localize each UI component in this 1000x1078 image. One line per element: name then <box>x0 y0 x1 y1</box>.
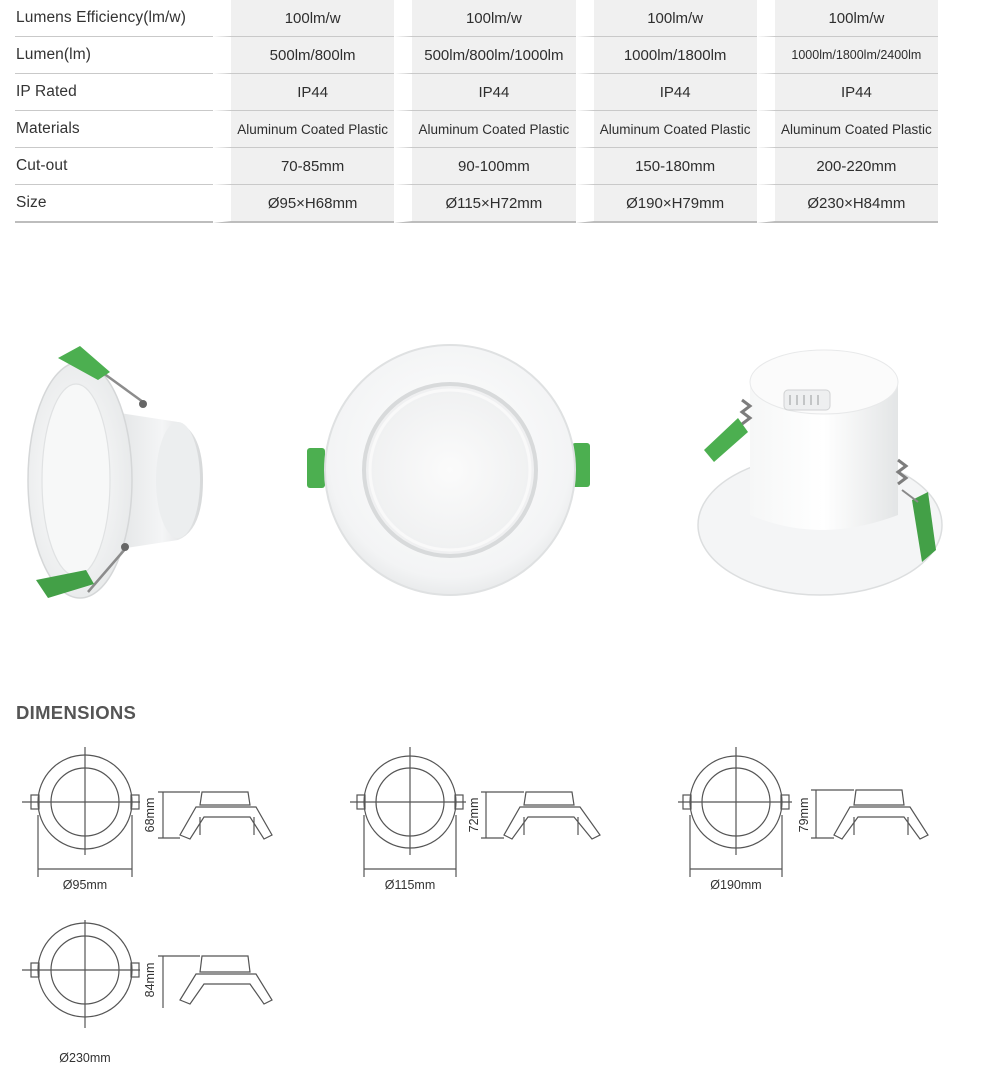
spec-cell: 100lm/w <box>394 0 575 37</box>
spec-cell: 1000lm/1800lm/2400lm <box>757 37 938 74</box>
row-label: Lumens Efficiency(lm/w) <box>15 0 213 37</box>
spec-cell: Aluminum Coated Plastic <box>576 111 757 148</box>
row-label: Materials <box>15 111 213 148</box>
downlight-side-view-image <box>18 340 218 605</box>
height-label: 68mm <box>143 797 157 833</box>
spec-cell: 500lm/800lm <box>213 37 394 74</box>
spec-cell: Ø190×H79mm <box>576 185 757 223</box>
diameter-label: Ø230mm <box>59 1051 111 1065</box>
spec-cell: 100lm/w <box>213 0 394 37</box>
height-label: 72mm <box>467 797 481 833</box>
spec-cell: 90-100mm <box>394 148 575 185</box>
downlight-back-view-image <box>690 340 945 605</box>
spec-row-lumen <box>15 37 938 74</box>
height-label: 79mm <box>797 797 811 833</box>
spec-cell: 70-85mm <box>213 148 394 185</box>
spec-cell: IP44 <box>394 74 575 111</box>
spec-row-lumens-efficiency <box>15 0 938 37</box>
spec-cell: Ø115×H72mm <box>394 185 575 223</box>
diameter-label: Ø115mm <box>384 878 436 892</box>
spec-cell: IP44 <box>576 74 757 111</box>
spec-cell: 1000lm/1800lm <box>576 37 757 74</box>
dimensions-heading: DIMENSIONS <box>16 702 137 723</box>
spec-cell: Ø230×H84mm <box>757 185 938 223</box>
dimension-drawing-3 <box>676 745 956 905</box>
spec-row-materials <box>15 111 938 148</box>
spec-cell: Aluminum Coated Plastic <box>757 111 938 148</box>
dimension-drawing-4 <box>20 918 300 1078</box>
spec-row-size <box>15 185 938 223</box>
spec-cell: IP44 <box>757 74 938 111</box>
spec-cell: 150-180mm <box>576 148 757 185</box>
downlight-front-view-image <box>300 335 600 605</box>
row-label: Lumen(lm) <box>15 37 213 74</box>
height-label: 84mm <box>143 962 157 998</box>
spec-cell: Aluminum Coated Plastic <box>394 111 575 148</box>
spec-cell: 500lm/800lm/1000lm <box>394 37 575 74</box>
dimension-drawing-2 <box>348 745 628 905</box>
spec-cell: 100lm/w <box>757 0 938 37</box>
spec-table <box>15 0 938 223</box>
spec-cell: Aluminum Coated Plastic <box>213 111 394 148</box>
spec-cell: 100lm/w <box>576 0 757 37</box>
row-label: Size <box>15 185 213 223</box>
spec-cell: Ø95×H68mm <box>213 185 394 223</box>
row-label: IP Rated <box>15 74 213 111</box>
diameter-label: Ø190mm <box>710 878 762 892</box>
spec-row-cut-out <box>15 148 938 185</box>
dimension-drawing-1 <box>20 745 300 905</box>
row-label: Cut-out <box>15 148 213 185</box>
diameter-label: Ø95mm <box>62 878 108 892</box>
spec-cell: IP44 <box>213 74 394 111</box>
spec-cell: 200-220mm <box>757 148 938 185</box>
spec-row-ip-rated <box>15 74 938 111</box>
